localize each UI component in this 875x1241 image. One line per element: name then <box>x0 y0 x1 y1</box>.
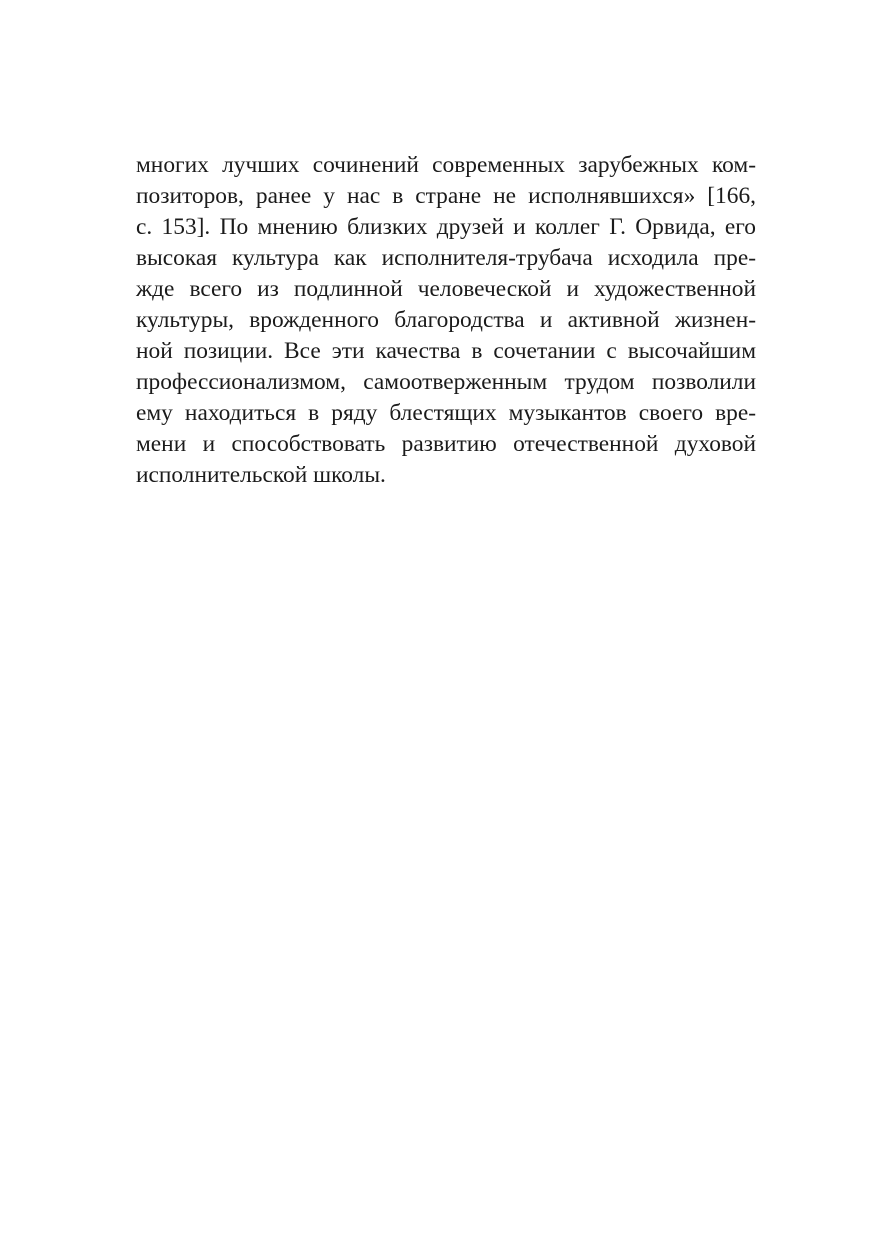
paragraph-line-3: с. 153]. По мнению близких друзей и коллег Г. Орвида, его <box>136 214 756 240</box>
paragraph-line-6: культуры, врожденного благородства и активной жизнен- <box>136 307 756 333</box>
paragraph-line-1: многих лучших сочинений современных зарубежных ком- <box>136 152 756 178</box>
paragraph-line-4: высокая культура как исполнителя-трубача исходила пре- <box>136 245 756 271</box>
paragraph-line-8: профессионализмом, самоотверженным трудом позволили <box>136 369 756 395</box>
body-paragraph <box>136 150 756 491</box>
paragraph-line-5: жде всего из подлинной человеческой и художественной <box>136 276 756 302</box>
paragraph-line-7: ной позиции. Все эти качества в сочетании с высочайшим <box>136 338 756 364</box>
paragraph-line-9: ему находиться в ряду блестящих музыкантов своего вре- <box>136 400 756 426</box>
paragraph-line-2: позиторов, ранее у нас в стране не исполнявшихся» [166, <box>136 183 756 209</box>
paragraph-line-11: исполнительской школы. <box>136 462 386 488</box>
paragraph-line-10: мени и способствовать развитию отечественной духовой <box>136 431 756 457</box>
